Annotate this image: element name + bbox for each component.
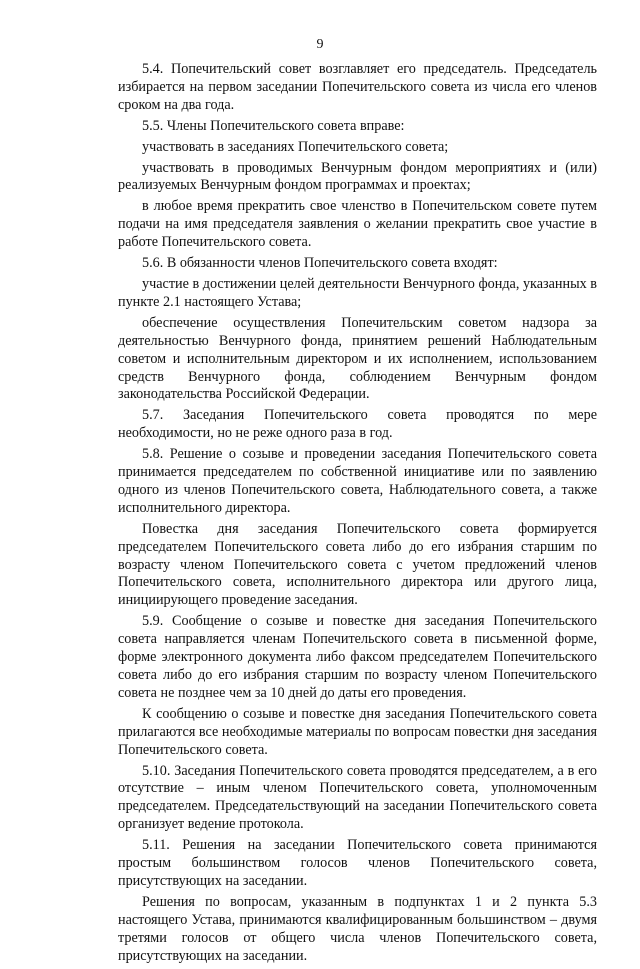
paragraph-5-9: 5.9. Сообщение о созыве и повестке дня заседания Попечительского совета направляется членам Попечительского совета в письменной форме, форме электронного документа либо факсом председателем Попечительского совета либо до его избрания старшим по возрасту членом Попечительского совета не позднее чем за 10 дней до даты его проведения. — [118, 613, 597, 701]
paragraph: Повестка дня заседания Попечительского совета формируется председателем Попечительского совета либо до его избрания старшим по возрасту членом Попечительского совета с учетом предложений членов Попечительского совета, исполнительного директора или другого лица, инициирующего проведение заседания. — [118, 520, 597, 609]
list-item: обеспечение осуществления Попечительским советом надзора за деятельностью Венчурного фонда, принятием решений Наблюдательным советом и исполнительным директором и их исполнением, использованием средств Венчурного фонда, соблюдением Венчурным фондом законодательства Российской Федерации. — [118, 314, 597, 403]
paragraph-5-8: 5.8. Решение о созыве и проведении заседания Попечительского совета принимается председателем по собственной инициативе или по заявлению одного из членов Попечительского совета, Наблюдательного совета, а также исполнительного директора. — [118, 446, 597, 516]
paragraph: Решения по вопросам, указанным в подпунктах 1 и 2 пункта 5.3 настоящего Устава, принимаются квалифицированным большинством – двумя третями голосов от общего числа членов Попечительского совета, присутствующих на заседании. — [118, 893, 597, 964]
list-item: участие в достижении целей деятельности Венчурного фонда, указанных в пункте 2.1 настоящего Устава; — [118, 275, 597, 310]
paragraph: К сообщению о созыве и повестке дня заседания Попечительского совета прилагаются все необходимые материалы по вопросам повестки дня заседания Попечительского совета. — [118, 705, 597, 758]
page-number: 9 — [316, 37, 324, 52]
list-item: участвовать в заседаниях Попечительского совета; — [142, 138, 449, 155]
paragraph-5-11: 5.11. Решения на заседании Попечительского совета принимаются простым большинством голосов членов Попечительского совета, присутствующих на заседании. — [118, 837, 597, 889]
paragraph-5-7: 5.7. Заседания Попечительского совета проводятся по мере необходимости, но не реже одного раза в год. — [118, 407, 597, 442]
paragraph-5-4: 5.4. Попечительский совет возглавляет его председатель. Председатель избирается на первом заседании Попечительского совета из числа его членов сроком на два года. — [118, 61, 597, 113]
paragraph-5-10: 5.10. Заседания Попечительского совета проводятся председателем, а в его отсутствие – иным членом Попечительского совета, уполномоченным председателем. Председательствующий на заседании Попечительского совета организует ведение протокола. — [118, 762, 597, 833]
paragraph-5-6: 5.6. В обязанности членов Попечительского совета входят: — [142, 255, 498, 272]
list-item: участвовать в проводимых Венчурным фондом мероприятиях и (или) реализуемых Венчурным фондом программах и проектах; — [118, 159, 597, 194]
list-item: в любое время прекратить свое членство в Попечительском совете путем подачи на имя председателя заявления о желании прекратить свое участие в работе Попечительского совета. — [118, 198, 597, 251]
document-body — [118, 61, 597, 969]
paragraph-5-5: 5.5. Члены Попечительского совета вправе: — [142, 117, 405, 134]
